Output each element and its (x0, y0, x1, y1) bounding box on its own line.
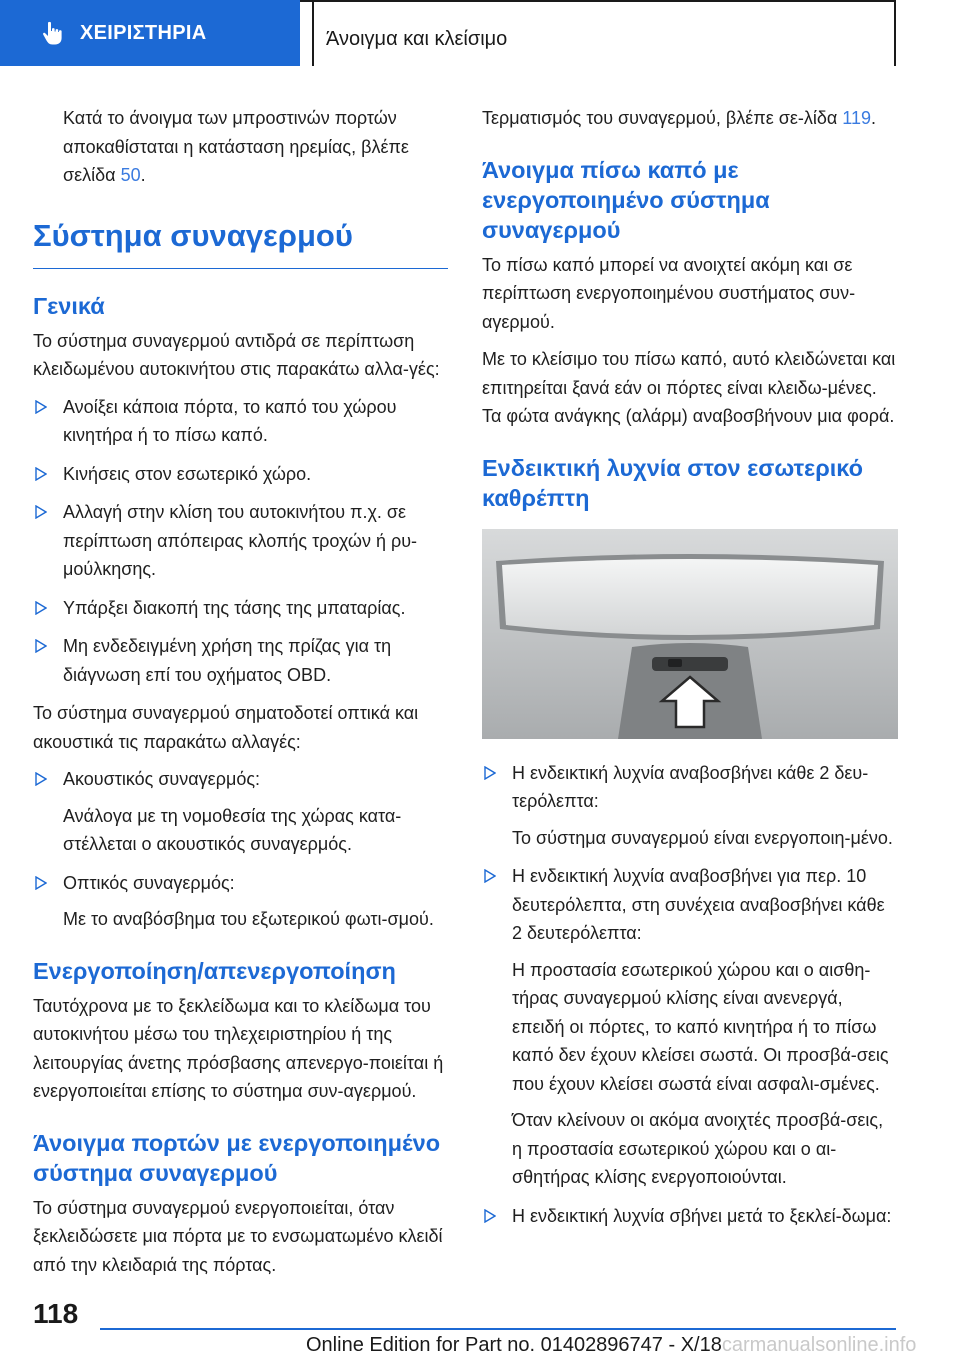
triangle-bullet-icon (35, 601, 47, 615)
hand-pointer-icon (40, 20, 66, 46)
trunk-text-2: Με το κλείσιμο του πίσω καπό, αυτό κλειδώνεται και επιτηρείται ξανά εάν οι πόρτες είναι κλειδω-μένες. Τα φώτα ανάγκης (αλάρμ) αναβοσβήνουν μια φορά. (482, 349, 896, 426)
activation-text: Ταυτόχρονα με το ξεκλείδωμα και το κλείδωμα του αυτοκινήτου μέσω του τηλεχειριστηρίου ή της λειτουργίας άνετης πρόσβασης απενεργο-ποιείται ή ενεργοποιείται επίσης το σύστημα συν-αγερμού. (33, 995, 444, 1101)
header-border-right (894, 0, 896, 66)
footer-rule (100, 1328, 896, 1330)
list-item: Αλλαγή στην κλίση του αυτοκινήτου π.χ. σε περίπτωση απόπειρας κλοπής τροχών ή ρυ-μούλκησης. (33, 498, 448, 584)
trunk-heading: Άνοιγμα πίσω καπό με ενεργοποιημένο σύστημα συναγερμού (482, 156, 770, 243)
header-border (300, 0, 896, 2)
list-item: Κινήσεις στον εσωτερικό χώρο. (33, 460, 448, 489)
section-title: Άνοιγμα και κλείσιμο (326, 28, 508, 50)
page-number: 118 (33, 1298, 79, 1329)
signal-list (33, 765, 448, 934)
right-column (482, 104, 898, 1240)
mirror-heading: Ενδεικτική λυχνία στον εσωτερικό καθρέπτη (482, 454, 863, 511)
trunk-text-1: Το πίσω καπό μπορεί να ανοιχτεί ακόμη και σε περίπτωση ενεργοποιημένου συστήματος συν-αγερμού. (482, 254, 856, 332)
list-item: Ανοίξει κάποια πόρτα, το καπό του χώρου κινητήρα ή το πίσω καπό. (33, 393, 448, 450)
list-item: Οπτικός συναγερμός: Με το αναβόσβημα του εξωτερικού φωτι-σμού. (33, 869, 448, 934)
activation-heading: Ενεργοποίηση/απενεργοποίηση (33, 957, 396, 984)
list-item: Υπάρξει διακοπή της τάσης της μπαταρίας. (33, 594, 448, 623)
triangle-bullet-icon (484, 1209, 496, 1223)
triangle-bullet-icon (484, 869, 496, 883)
triangle-bullet-icon (35, 400, 47, 414)
footer-edition: Online Edition for Part no. 01402896747 - X/18carmanualsonline.info (306, 1334, 917, 1356)
triangle-bullet-icon (484, 766, 496, 780)
triangle-bullet-icon (35, 772, 47, 786)
left-column (33, 104, 448, 1288)
general-text: Το σύστημα συναγερμού αντιδρά σε περίπτωση κλειδωμένου αυτοκινήτου στις παρακάτω αλλα-γές: (33, 330, 440, 379)
indicator-list (482, 759, 898, 1231)
triangle-bullet-icon (35, 639, 47, 653)
triangle-bullet-icon (35, 876, 47, 890)
chapter-tab-label: ΧΕΙΡΙΣΤΗΡΙΑ (80, 21, 207, 44)
alarm-trigger-list (33, 393, 448, 690)
list-item: Μη ενδεδειγμένη χρήση της πρίζας για τη διάγνωση επί του οχήματος OBD. (33, 632, 448, 689)
doors-heading: Άνοιγμα πορτών με ενεργοποιημένο σύστημα συναγερμού (33, 1129, 441, 1186)
alarm-system-heading: Σύστημα συναγερμού (33, 216, 448, 269)
watermark: carmanualsonline.info (721, 1334, 917, 1356)
mirror-indicator-arrow-icon (482, 529, 898, 739)
chapter-tab[interactable] (0, 0, 300, 66)
header-divider (312, 0, 314, 66)
list-item: Η ενδεικτική λυχνία αναβοσβήνει κάθε 2 δευ-τερόλεπτα: Το σύστημα συναγερμού είναι ενεργοποιη-μένο. (482, 759, 898, 853)
doors-text: Το σύστημα συναγερμού ενεργοποιείται, όταν ξεκλειδώσετε μια πόρτα με το ενσωματωμένο κλειδί από την κλειδαριά της πόρτας. (33, 1197, 443, 1275)
triangle-bullet-icon (35, 505, 47, 519)
page-link-50[interactable]: 50 (120, 165, 141, 185)
list-item: Η ενδεικτική λυχνία σβήνει μετά το ξεκλεί-δωμα: (482, 1202, 898, 1231)
list-item: Η ενδεικτική λυχνία αναβοσβήνει για περ. 10 δευτερόλεπτα, στη συνέχεια αναβοσβήνει κάθε 2 δευτερόλεπτα: Η προστασία εσωτερικού χώρου και ο αισθη-τήρας συναγερμού κλίσης είναι ανενεργά, επειδή οι πόρτες, το καπό κινητήρα ή το πίσω καπό δεν έχουν κλείσει σωστά. Οι προσβά-σεις που έχουν κλείσει σωστά είναι ασφαλι-σμένες. Όταν κλείνουν οι ακόμα ανοιχτές προσβά-σεις, η προστασία εσωτερικού χώρου και ο αι-σθητήρας κλίσης ενεργοποιούνται. (482, 862, 898, 1192)
continuation-text: Τερματισμός του συναγερμού, βλέπε σε-λίδα 119. (482, 108, 876, 128)
list-item: Ακουστικός συναγερμός: Ανάλογα με τη νομοθεσία της χώρας κατα-στέλλεται ο ακουστικός συναγερμός. (33, 765, 448, 859)
general-heading: Γενικά (33, 292, 105, 319)
signal-text: Το σύστημα συναγερμού σηματοδοτεί οπτικά και ακουστικά τις παρακάτω αλλαγές: (33, 703, 419, 752)
intro-paragraph: Κατά το άνοιγμα των μπροστινών πορτών αποκαθίσταται η κατάσταση ηρεμίας, βλέπε σελίδα 50. (63, 108, 409, 185)
page-link-119[interactable]: 119 (842, 108, 871, 128)
triangle-bullet-icon (35, 467, 47, 481)
